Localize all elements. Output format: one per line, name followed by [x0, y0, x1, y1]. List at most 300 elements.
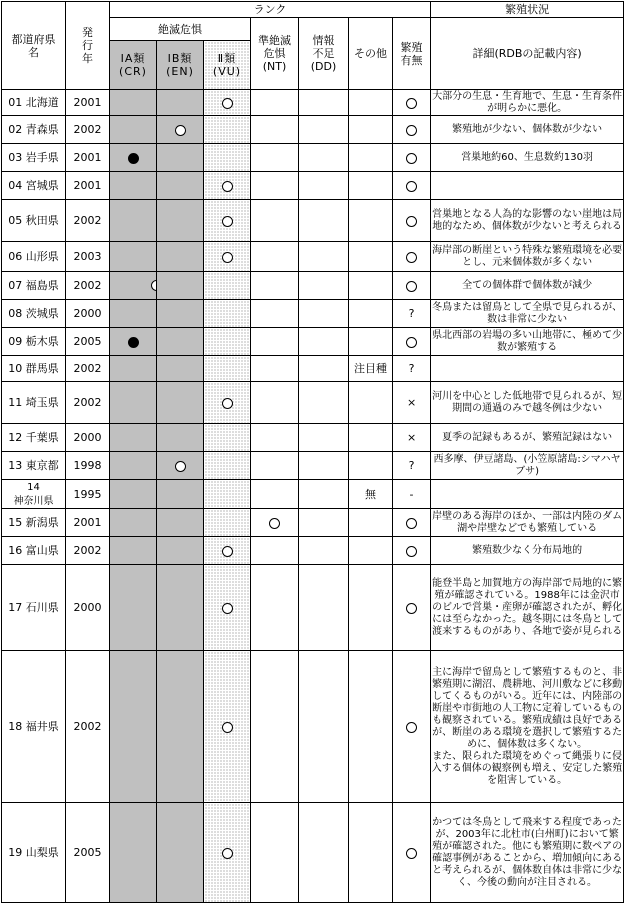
year-cell	[66, 116, 110, 144]
other-cell	[349, 651, 393, 803]
year-cell	[66, 480, 110, 509]
rank-nt-cell	[251, 509, 299, 537]
year-cell	[66, 172, 110, 200]
breeding-value: ×	[406, 396, 417, 409]
rank-vu-cell	[204, 424, 251, 452]
prefecture-cell	[2, 565, 66, 651]
other-cell	[349, 242, 393, 272]
other-cell	[349, 328, 393, 356]
rank-cr-cell	[110, 300, 157, 328]
rank-cr-cell	[110, 172, 157, 200]
year-value: 2002	[73, 123, 102, 136]
rank-nt-cell	[251, 272, 299, 300]
year-value: 2005	[73, 846, 102, 859]
other-cell	[349, 90, 393, 116]
open-circle-icon	[406, 603, 417, 614]
rank-vu-cell	[204, 382, 251, 424]
rank-dd-cell	[299, 172, 349, 200]
open-circle-icon	[406, 181, 417, 192]
year-value: 2000	[73, 307, 102, 320]
rank-cr-cell	[110, 480, 157, 509]
breeding-cell	[393, 242, 431, 272]
rank-en-cell	[157, 452, 204, 480]
rank-vu-cell	[204, 537, 251, 565]
breeding-cell	[393, 651, 431, 803]
detail-text: 西多摩、伊豆諸島、(小笠原諸島:シマハヤブサ)	[433, 453, 621, 477]
rank-en-cell	[157, 382, 204, 424]
rank-vu-cell	[204, 328, 251, 356]
rank-dd-cell	[299, 537, 349, 565]
year-value: 2002	[73, 720, 102, 733]
prefecture-name: 05 秋田県	[8, 214, 59, 227]
detail-cell	[431, 480, 624, 509]
breeding-cell	[393, 200, 431, 242]
detail-text: 営巣地約60、生息数約130羽	[461, 151, 593, 163]
year-cell	[66, 382, 110, 424]
detail-cell	[431, 144, 624, 172]
rank-en-cell	[157, 116, 204, 144]
prefecture-cell	[2, 242, 66, 272]
rank-vu-cell	[204, 272, 251, 300]
open-circle-icon	[222, 722, 233, 733]
open-circle-icon	[406, 281, 417, 292]
prefecture-cell	[2, 90, 66, 116]
table-row	[2, 90, 624, 116]
header-endangered: 絶滅危惧	[110, 18, 251, 41]
rank-en-cell	[157, 537, 204, 565]
rank-dd-cell	[299, 328, 349, 356]
rank-dd-cell	[299, 803, 349, 903]
open-circle-icon	[175, 461, 186, 472]
breeding-value: ?	[408, 307, 415, 320]
open-circle-icon	[222, 181, 233, 192]
prefecture-cell	[2, 382, 66, 424]
breeding-cell	[393, 172, 431, 200]
open-circle-icon	[222, 546, 233, 557]
rank-vu-cell	[204, 803, 251, 903]
detail-text: 県北西部の岩場の多い山地帯に、極めて少数が繁殖する	[432, 329, 623, 353]
year-value: 2001	[73, 151, 102, 164]
year-value: 1995	[73, 487, 102, 501]
year-cell	[66, 356, 110, 382]
year-value: 2000	[73, 431, 102, 444]
rank-dd-cell	[299, 144, 349, 172]
rank-en-cell	[157, 200, 204, 242]
year-cell	[66, 424, 110, 452]
breeding-value: ?	[408, 362, 415, 375]
table-row	[2, 200, 624, 242]
rank-cr-cell	[110, 509, 157, 537]
breeding-value: -	[409, 487, 414, 501]
other-cell	[349, 537, 393, 565]
prefecture-cell	[2, 300, 66, 328]
other-cell	[349, 356, 393, 382]
rank-dd-cell	[299, 651, 349, 803]
year-cell	[66, 651, 110, 803]
detail-text: 海岸部の断崖という特殊な繁殖環境を必要とし、元来個体数が多くない	[432, 244, 623, 268]
prefecture-name: 16 富山県	[8, 544, 59, 557]
breeding-cell	[393, 382, 431, 424]
rank-vu-cell	[204, 200, 251, 242]
table-row	[2, 356, 624, 382]
breeding-value: ?	[408, 459, 415, 472]
open-circle-icon	[406, 337, 417, 348]
table-row	[2, 300, 624, 328]
rank-cr-cell	[110, 200, 157, 242]
breeding-cell	[393, 144, 431, 172]
prefecture-name: 10 群馬県	[8, 362, 59, 375]
prefecture-name: 13 東京都	[8, 459, 59, 472]
rank-vu-cell	[204, 356, 251, 382]
year-cell	[66, 200, 110, 242]
year-value: 2003	[73, 250, 102, 263]
breeding-cell	[393, 300, 431, 328]
open-circle-icon	[222, 98, 233, 109]
rank-en-cell	[157, 480, 204, 509]
open-circle-icon	[406, 518, 417, 529]
year-value: 2001	[73, 179, 102, 192]
breeding-cell	[393, 272, 431, 300]
rank-nt-cell	[251, 242, 299, 272]
prefecture-name: 15 新潟県	[8, 516, 59, 529]
detail-cell	[431, 272, 624, 300]
rank-en-cell	[157, 509, 204, 537]
rank-nt-cell	[251, 328, 299, 356]
year-cell	[66, 452, 110, 480]
prefecture-name: 06 山形県	[8, 250, 59, 263]
detail-cell	[431, 300, 624, 328]
rank-dd-cell	[299, 480, 349, 509]
prefecture-name: 04 宮城県	[8, 179, 59, 192]
detail-cell	[431, 356, 624, 382]
prefecture-cell	[2, 172, 66, 200]
detail-cell	[431, 328, 624, 356]
detail-text: 夏季の記録もあるが、繁殖記録はない	[442, 431, 613, 443]
detail-cell	[431, 651, 624, 803]
rank-cr-cell	[110, 382, 157, 424]
rank-nt-cell	[251, 651, 299, 803]
header-year: 発行年	[66, 2, 110, 90]
year-value: 2002	[73, 214, 102, 227]
year-value: 2001	[73, 516, 102, 529]
table-row	[2, 116, 624, 144]
rank-nt-cell	[251, 565, 299, 651]
rank-en-cell	[157, 144, 204, 172]
header-other: その他	[349, 18, 393, 90]
rank-vu-cell	[204, 565, 251, 651]
detail-cell	[431, 509, 624, 537]
detail-text: 全ての個体群で個体数が減少	[462, 279, 593, 291]
rank-cr-cell	[110, 537, 157, 565]
table-row	[2, 651, 624, 803]
prefecture-cell	[2, 424, 66, 452]
detail-cell	[431, 382, 624, 424]
prefecture-cell	[2, 116, 66, 144]
rank-cr-cell	[110, 356, 157, 382]
prefecture-cell	[2, 200, 66, 242]
detail-cell	[431, 803, 624, 903]
breeding-cell	[393, 509, 431, 537]
table-row	[2, 242, 624, 272]
year-cell	[66, 272, 110, 300]
prefecture-cell	[2, 803, 66, 903]
breeding-cell	[393, 565, 431, 651]
detail-cell	[431, 242, 624, 272]
year-value: 2001	[73, 96, 102, 109]
rank-vu-cell	[204, 172, 251, 200]
rank-cr-cell	[110, 651, 157, 803]
detail-text: 繁殖地が少ない、個体数が少ない	[452, 123, 603, 135]
rank-en-cell	[157, 651, 204, 803]
header-nt: 準絶滅 危惧 (NT)	[251, 18, 299, 90]
detail-text: 岸壁のある海岸のほか、一部は内陸のダム湖や岸壁などでも繁殖している	[432, 510, 623, 534]
rank-nt-cell	[251, 144, 299, 172]
rank-dd-cell	[299, 356, 349, 382]
rank-vu-cell	[204, 480, 251, 509]
year-value: 2002	[73, 396, 102, 409]
table-row	[2, 424, 624, 452]
table-row	[2, 480, 624, 509]
open-circle-icon	[406, 125, 417, 136]
rank-dd-cell	[299, 272, 349, 300]
rank-dd-cell	[299, 509, 349, 537]
header-en: ⅠB類 (EN)	[157, 41, 204, 90]
other-cell	[349, 565, 393, 651]
rank-dd-cell	[299, 200, 349, 242]
detail-text: 冬鳥または留鳥として全県で見られるが、数は非常に少ない	[432, 301, 623, 325]
header-breeding: 繁殖 有無	[393, 18, 431, 90]
open-circle-icon	[175, 125, 186, 136]
other-value: 注目種	[354, 362, 387, 375]
rank-nt-cell	[251, 300, 299, 328]
year-cell	[66, 328, 110, 356]
rank-nt-cell	[251, 90, 299, 116]
year-cell	[66, 90, 110, 116]
rank-dd-cell	[299, 242, 349, 272]
rank-en-cell	[157, 803, 204, 903]
year-cell	[66, 565, 110, 651]
prefecture-name: 09 栃木県	[8, 335, 59, 348]
rank-cr-cell	[110, 328, 157, 356]
year-cell	[66, 242, 110, 272]
open-circle-icon	[406, 216, 417, 227]
prefecture-cell	[2, 537, 66, 565]
prefecture-cell	[2, 144, 66, 172]
header-dd: 情報 不足 (DD)	[299, 18, 349, 90]
prefecture-cell	[2, 356, 66, 382]
prefecture-name: 14 神奈川県	[13, 482, 54, 507]
header-pref: 都道府県名	[2, 2, 66, 90]
prefecture-name: 03 岩手県	[8, 151, 59, 164]
rank-nt-cell	[251, 452, 299, 480]
year-value: 2002	[73, 544, 102, 557]
detail-text: 河川を中心とした低地帯で見られるが、短期間の通過のみで越冬例は少ない	[432, 390, 623, 414]
detail-cell	[431, 452, 624, 480]
open-circle-icon	[222, 848, 233, 859]
year-cell	[66, 509, 110, 537]
rank-cr-cell	[110, 565, 157, 651]
rank-vu-cell	[204, 144, 251, 172]
breeding-cell	[393, 452, 431, 480]
rank-nt-cell	[251, 200, 299, 242]
rank-en-cell	[157, 242, 204, 272]
year-value: 2005	[73, 335, 102, 348]
prefecture-name: 18 福井県	[8, 720, 59, 733]
rank-nt-cell	[251, 537, 299, 565]
rank-nt-cell	[251, 172, 299, 200]
prefecture-cell	[2, 452, 66, 480]
table-row	[2, 565, 624, 651]
open-circle-icon	[222, 252, 233, 263]
rank-nt-cell	[251, 803, 299, 903]
rank-dd-cell	[299, 424, 349, 452]
other-cell	[349, 424, 393, 452]
header-breeding-status: 繁殖状況	[431, 2, 624, 18]
other-cell	[349, 452, 393, 480]
open-circle-icon	[406, 848, 417, 859]
year-cell	[66, 144, 110, 172]
prefecture-cell	[2, 651, 66, 803]
filled-circle-icon	[128, 337, 139, 348]
header-vu: Ⅱ類 (VU)	[204, 41, 251, 90]
detail-cell	[431, 424, 624, 452]
rank-en-cell	[157, 424, 204, 452]
open-circle-icon	[222, 603, 233, 614]
breeding-cell	[393, 537, 431, 565]
rank-cr-cell	[110, 242, 157, 272]
prefecture-name: 19 山梨県	[8, 846, 59, 859]
rank-dd-cell	[299, 565, 349, 651]
detail-cell	[431, 172, 624, 200]
prefecture-name: 02 青森県	[8, 123, 59, 136]
rank-vu-cell	[204, 452, 251, 480]
table-row	[2, 382, 624, 424]
rank-dd-cell	[299, 382, 349, 424]
rank-cr-cell	[110, 803, 157, 903]
header-cr: ⅠA類 (CR)	[110, 41, 157, 90]
prefecture-cell	[2, 509, 66, 537]
other-cell	[349, 272, 393, 300]
rdb-table	[1, 1, 624, 903]
rank-dd-cell	[299, 300, 349, 328]
other-cell	[349, 509, 393, 537]
rank-dd-cell	[299, 452, 349, 480]
detail-cell	[431, 537, 624, 565]
breeding-cell	[393, 90, 431, 116]
year-value: 2002	[73, 362, 102, 375]
table-row	[2, 509, 624, 537]
rank-dd-cell	[299, 116, 349, 144]
table-row	[2, 803, 624, 903]
rank-en-cell	[157, 328, 204, 356]
rank-en-cell	[157, 356, 204, 382]
rank-cr-cell	[110, 272, 157, 300]
detail-text: 主に海岸で留鳥として繁殖するものと、非繁殖期に湖沼、農耕地、河川敷などに移動してくるものがいる。近年には、内陸部の断崖や市街地の人工物に定着しているものも観察されている。繁殖成績は良好であるが、断崖のある環境を選択して繁殖するために、個体数は多くない。 また、限られた環境をめぐって縄張りに侵入する個体の観察例も増え、安定した繁殖を阻害している。	[431, 666, 623, 786]
prefecture-cell	[2, 272, 66, 300]
rank-vu-cell	[204, 651, 251, 803]
breeding-cell	[393, 480, 431, 509]
prefecture-cell	[2, 480, 66, 509]
breeding-cell	[393, 803, 431, 903]
other-cell	[349, 116, 393, 144]
table-row	[2, 452, 624, 480]
open-circle-icon	[406, 252, 417, 263]
detail-text: 営巣地となる人為的な影響のない崖地は局地的なため、個体数が少ないと考えられる	[432, 208, 623, 232]
rank-cr-cell	[110, 452, 157, 480]
prefecture-name: 17 石川県	[8, 601, 59, 614]
table-row	[2, 272, 624, 300]
rank-dd-cell	[299, 90, 349, 116]
prefecture-name: 08 茨城県	[8, 307, 59, 320]
detail-cell	[431, 200, 624, 242]
rank-en-cell	[157, 565, 204, 651]
other-cell	[349, 803, 393, 903]
prefecture-name: 12 千葉県	[8, 431, 59, 444]
table-row	[2, 537, 624, 565]
rank-vu-cell	[204, 90, 251, 116]
prefecture-name: 07 福島県	[8, 279, 59, 292]
rank-cr-cell	[110, 424, 157, 452]
rank-en-cell	[157, 300, 204, 328]
open-circle-icon	[406, 153, 417, 164]
filled-circle-icon	[128, 153, 139, 164]
rank-en-cell	[157, 172, 204, 200]
rank-en-cell	[157, 90, 204, 116]
other-cell	[349, 172, 393, 200]
detail-cell	[431, 565, 624, 651]
year-cell	[66, 803, 110, 903]
rank-cr-cell	[110, 90, 157, 116]
rank-nt-cell	[251, 356, 299, 382]
rank-nt-cell	[251, 480, 299, 509]
rank-nt-cell	[251, 116, 299, 144]
prefecture-name: 01 北海道	[8, 96, 59, 109]
table-row	[2, 328, 624, 356]
other-cell	[349, 200, 393, 242]
other-cell	[349, 300, 393, 328]
year-cell	[66, 537, 110, 565]
rank-vu-cell	[204, 242, 251, 272]
other-value: 無	[365, 487, 376, 501]
detail-text: かつては冬鳥として飛来する程度であったが、2003年に北杜市(白州町)において繁殖が確認された。他にも繁殖期に数ペアの確認事例があることから、増加傾向にあると考えられるが、個体数自体は非常に少なく、今後の動向が注目される。	[432, 816, 623, 888]
rank-vu-cell	[204, 509, 251, 537]
prefecture-name: 11 埼玉県	[8, 396, 59, 409]
year-value: 2002	[73, 279, 102, 292]
open-circle-icon	[406, 546, 417, 557]
detail-text: 大部分の生息・生育地で、生息・生育条件が明らかに悪化。	[432, 90, 622, 114]
open-circle-icon	[151, 280, 157, 291]
table-row	[2, 172, 624, 200]
rank-vu-cell	[204, 300, 251, 328]
table-row	[2, 144, 624, 172]
detail-cell	[431, 116, 624, 144]
rank-en-cell	[157, 272, 204, 300]
breeding-value: ×	[406, 431, 417, 444]
breeding-cell	[393, 356, 431, 382]
header-rank: ランク	[110, 2, 431, 18]
open-circle-icon	[406, 722, 417, 733]
rank-nt-cell	[251, 382, 299, 424]
year-value: 2000	[73, 601, 102, 614]
detail-text: 繁殖数少なく分布局地的	[472, 544, 583, 556]
prefecture-cell	[2, 328, 66, 356]
breeding-cell	[393, 424, 431, 452]
other-cell	[349, 382, 393, 424]
open-circle-icon	[222, 398, 233, 409]
rank-cr-cell	[110, 116, 157, 144]
detail-cell	[431, 90, 624, 116]
other-cell	[349, 480, 393, 509]
